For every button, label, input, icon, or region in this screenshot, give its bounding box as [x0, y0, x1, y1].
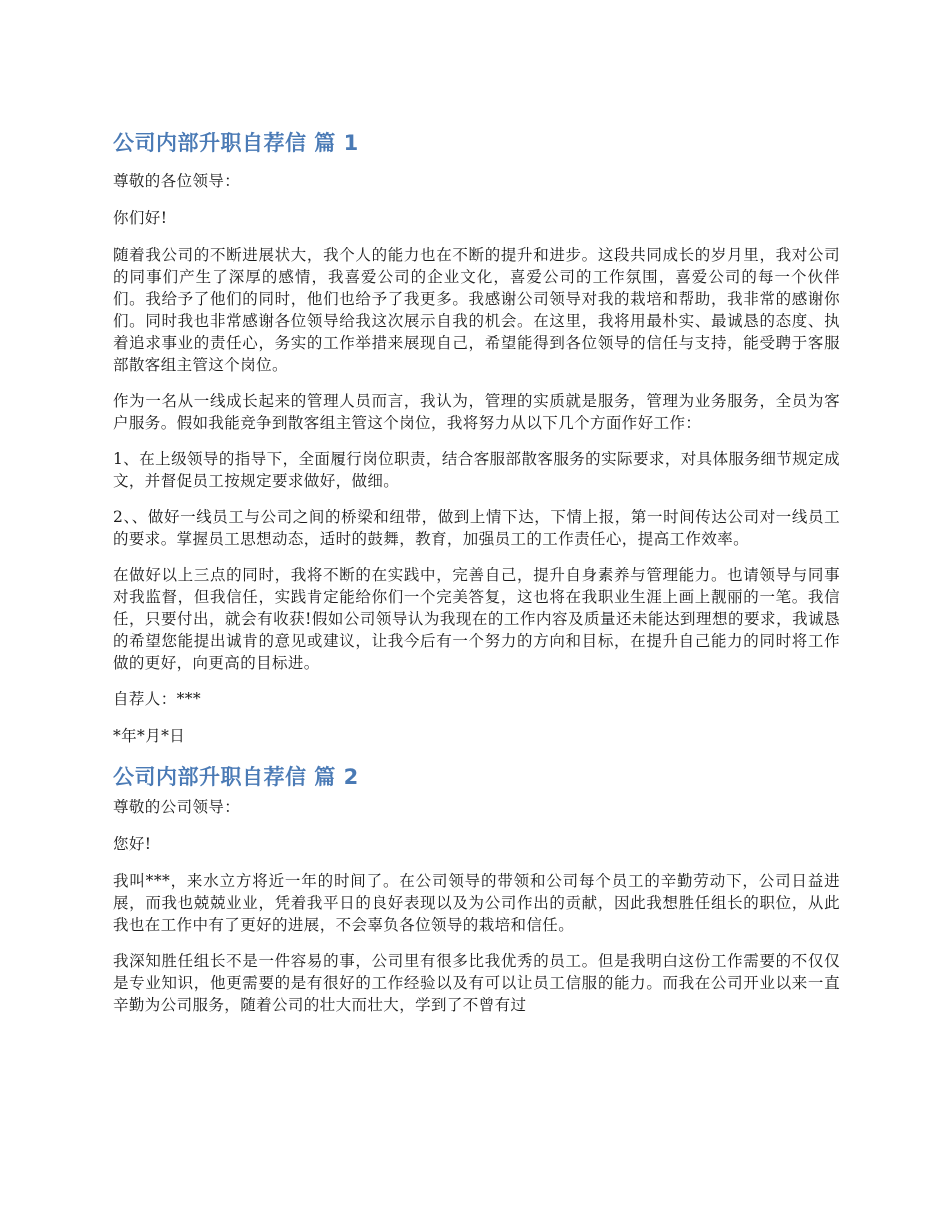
section-1-paragraph: 在做好以上三点的同时，我将不断的在实践中，完善自己，提升自身素养与管理能力。也请领导与同事对我监督，但我信任，实践肯定能给你们一个完美答复，这也将在我职业生涯上画上靓丽的一笔。我信任，只要付出，就会有收获!假如公司领导认为我现在的工作内容及质量还未能达到理想的要求，我诚恳的希望您能提出诚肯的意见或建议，让我今后有一个努力的方向和目标，在提升自己能力的同时将工作做的更好，向更高的目标进。: [113, 566, 840, 672]
section-1-title: 公司内部升职自荐信 篇 1: [113, 131, 359, 155]
section-1-greeting: 你们好!: [113, 209, 168, 227]
section-2-paragraph: 我深知胜任组长不是一件容易的事，公司里有很多比我优秀的员工。但是我明白这份工作需要的不仅仅是专业知识，他更需要的是有很好的工作经验以及有可以让员工信服的能力。而我在公司开业以来一直辛勤为公司服务，随着公司的壮大而壮大，学到了不曾有过: [113, 952, 840, 1014]
section-1-date: *年*月*日: [113, 727, 186, 745]
section-2-salutation: 尊敬的公司领导：: [113, 798, 241, 816]
section-1-paragraph: 随着我公司的不断进展状大，我个人的能力也在不断的提升和进步。这段共同成长的岁月里，我对公司的同事们产生了深厚的感情，我喜爱公司的企业文化，喜爱公司的工作氛围，喜爱公司的每一个伙伴们。我给予了他们的同时，他们也给予了我更多。我感谢公司领导对我的栽培和帮助，我非常的感谢你们。同时我也非常感谢各位领导给我这次展示自我的机会。在这里，我将用最朴实、最诚恳的态度、执着追求事业的责任心，务实的工作举措来展现自己，希望能得到各位领导的信任与支持，能受聘于客服部散客组主管这个岗位。: [113, 246, 840, 374]
section-1-signature: 自荐人：***: [113, 690, 202, 708]
section-1-salutation: 尊敬的各位领导：: [113, 172, 241, 190]
section-2-greeting: 您好!: [113, 835, 152, 853]
section-1-paragraph: 1、在上级领导的指导下，全面履行岗位职责，结合客服部散客服务的实际要求，对具体服务细节规定成文，并督促员工按规定要求做好，做细。: [113, 450, 840, 490]
section-2-title: 公司内部升职自荐信 篇 2: [113, 765, 359, 789]
section-1-paragraph: 2、、做好一线员工与公司之间的桥梁和纽带，做到上情下达，下情上报，第一时间传达公司对一线员工的要求。掌握员工思想动态，适时的鼓舞，教育，加强员工的工作责任心，提高工作效率。: [113, 508, 840, 548]
section-2-heading-wrap: [113, 762, 840, 796]
section-1-heading-wrap: [113, 128, 840, 170]
section-2-paragraph: 我叫***，来水立方将近一年的时间了。在公司领导的带领和公司每个员工的辛勤劳动下，公司日益进展，而我也兢兢业业，凭着我平日的良好表现以及为公司作出的贡献，因此我想胜任组长的职位，从此我也在工作中有了更好的进展，不会辜负各位领导的栽培和信任。: [113, 872, 840, 934]
section-1-paragraph: 作为一名从一线成长起来的管理人员而言，我认为，管理的实质就是服务，管理为业务服务，全员为客户服务。假如我能竞争到散客组主管这个岗位，我将努力从以下几个方面作好工作：: [113, 392, 840, 432]
document-page: [113, 128, 840, 1030]
